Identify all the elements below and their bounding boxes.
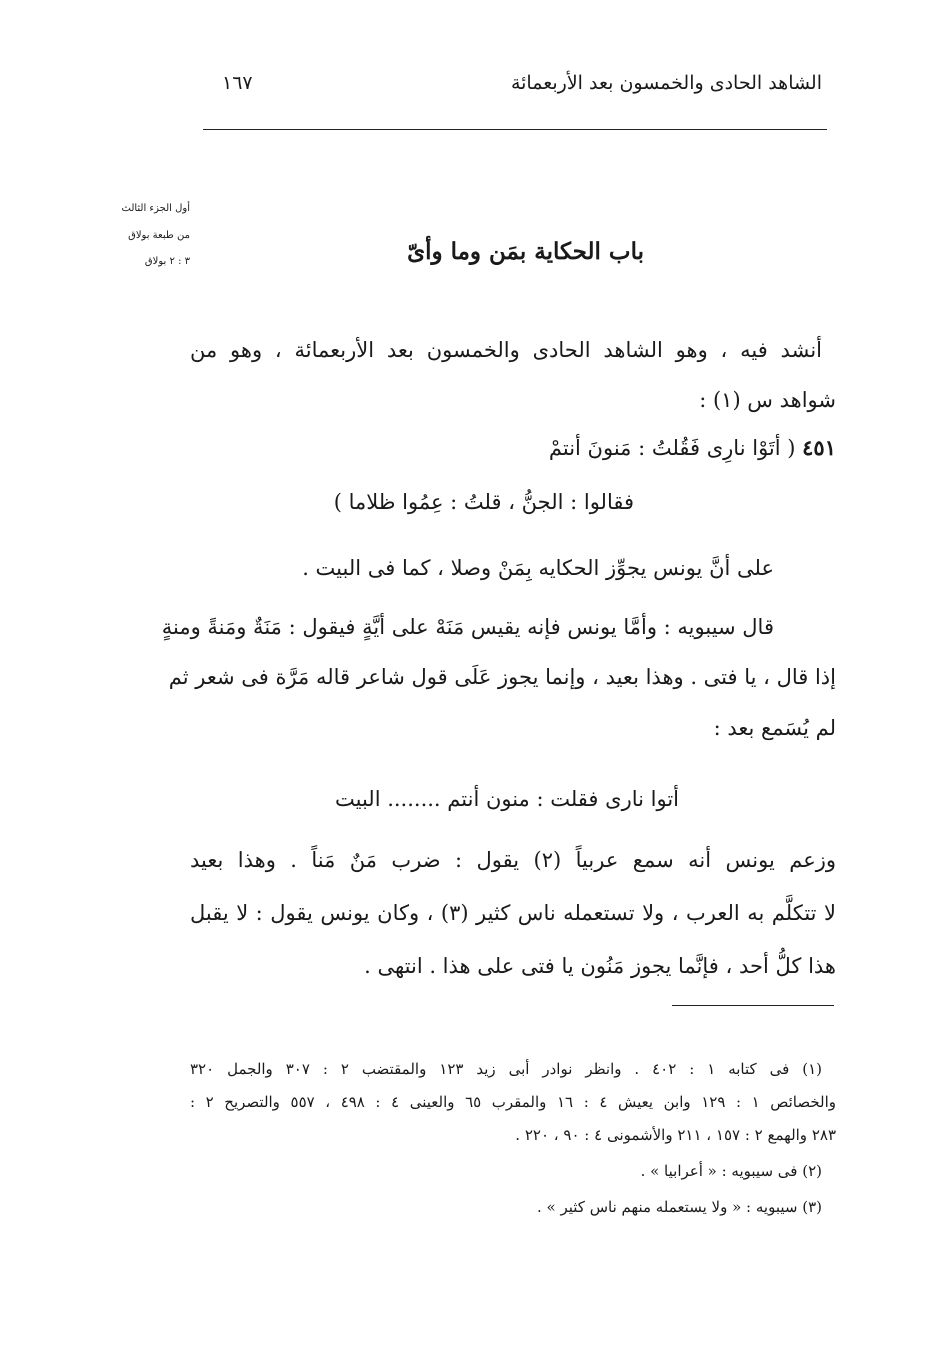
- body-line: وزعم يونس أنه سمع عربياً (٢) يقول : ضرب مَنٌ مَناً . وهذا بعيد: [190, 848, 837, 872]
- verse-line: فقالوا : الجنُّ ، قلتُ : عِمُوا ظلاما ): [333, 490, 634, 514]
- body-line: لم يُسَمع بعد :: [713, 716, 836, 740]
- footnote-1: (١) فى كتابه ١ : ٤٠٢ . وانظر نوادر أبى زيد ١٢٣ والمقتضب ٢ : ٣٠٧ والجمل ٣٢٠: [190, 1060, 822, 1078]
- body-line: إذا قال ، يا فتى . وهذا بعيد ، وإنما يجوز عَلَى قول شاعر قاله مَرَّة فى شعر ثم: [168, 665, 836, 689]
- footnote-2: (٢) فى سيبويه : « أعرابيا » .: [640, 1162, 822, 1180]
- verse-number: ٤٥١: [802, 435, 836, 460]
- body-line: شواهد س (١) :: [699, 388, 836, 412]
- body-line: أنشد فيه ، وهو الشاهد الحادى والخمسون بعد الأربعمائة ، وهو من: [190, 338, 822, 362]
- margin-note-edition: من طبعة بولاق: [128, 230, 190, 241]
- verse-line: [549, 435, 836, 460]
- body-line: هذا كلُّ أحد ، فإنَّما يجوز مَنُون يا فتى على هذا . انتهى .: [364, 954, 836, 978]
- footnote-1-continued: ٢٨٣ والهمع ٢ : ١٥٧ ، ٢١١ والأشمونى ٤ : ٩٠ ، ٢٢٠ .: [515, 1126, 836, 1144]
- page-number: ١٦٧: [222, 72, 253, 94]
- body-line: قال سيبويه : وأمَّا يونس فإنه يقيس مَنَهْ على أيَّةٍ فيقول : مَنَةٌ ومَنةً ومنةٍ: [161, 615, 774, 639]
- header-rule: [203, 129, 827, 130]
- body-line: لا تتكلَّم به العرب ، ولا تستعمله ناس كثير (٣) ، وكان يونس يقول : لا يقبل: [190, 901, 836, 925]
- footnote-1-continued: والخصائص ١ : ١٢٩ وابن يعيش ٤ : ١٦ والمقرب ٦٥ والعينى ٤ : ٤٩٨ ، ٥٥٧ والتصريح ٢ :: [190, 1093, 837, 1111]
- margin-note-page-ref: ٣ : ٢ بولاق: [144, 256, 190, 267]
- footnote-3: (٣) سيبويه : « ولا يستعمله منهم ناس كثير » .: [537, 1198, 822, 1216]
- footnote-rule: [672, 1005, 834, 1006]
- quoted-verse: أتوا نارى فقلت : منون أنتم ........ البيت: [335, 787, 679, 811]
- chapter-title: باب الحكاية بمَن وما وأىّ: [407, 238, 644, 265]
- verse-text: ( أتَوْا نارِى فَقُلتُ : مَنونَ أنتمْ: [548, 436, 796, 460]
- body-line: على أنَّ يونس يجوِّز الحكايه بِمَنْ وصلا ، كما فى البيت .: [302, 556, 774, 580]
- margin-note-volume: أول الجزء الثالث: [121, 203, 190, 214]
- running-title: الشاهد الحادى والخمسون بعد الأربعمائة: [510, 72, 822, 94]
